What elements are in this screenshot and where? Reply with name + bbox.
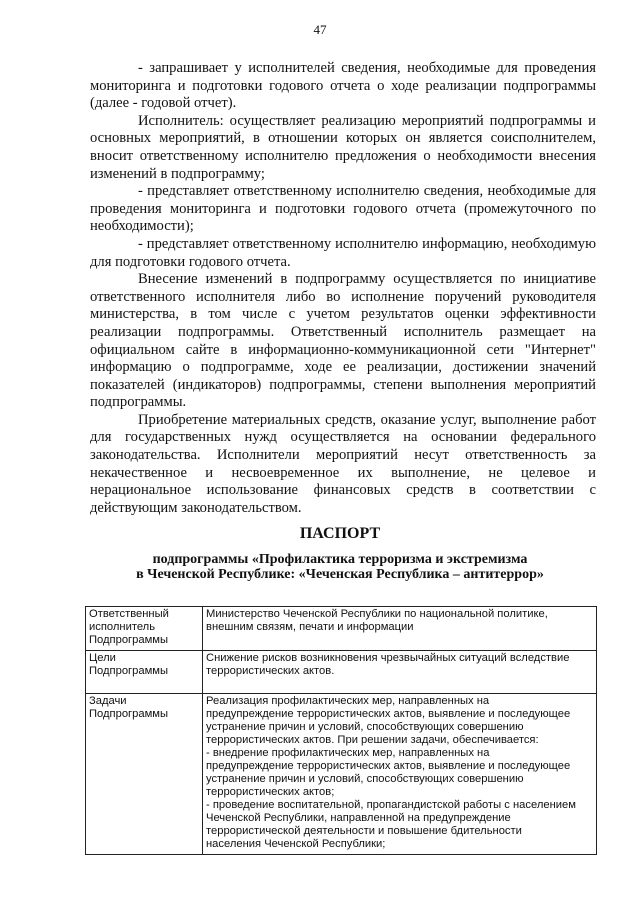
paragraph: Приобретение материальных средств, оказание услуг, выполнение работ для государственных нужд осуществляется на основании федерального законодательства. Исполнители мероприятий несут ответственность за некачественное и несвоевременное их выполнение, не целевое и нерациональное использование финансовых средств в соответствии с действующим законодательством.: [90, 411, 596, 516]
value-line: - проведение воспитательной, пропагандистской работы с населением: [206, 799, 576, 811]
value-line: внешним связям, печати и информации: [206, 621, 414, 633]
value-line: Министерство Чеченской Республики по национальной политике,: [206, 608, 548, 620]
value-line: Реализация профилактических мер, направленных на: [206, 695, 490, 707]
value-line: террористических актов. При решении задачи, обеспечивается:: [206, 734, 539, 746]
page-number: 47: [313, 22, 327, 37]
label-line: Ответственный: [89, 608, 169, 620]
paragraph: - запрашивает у исполнителей сведения, необходимые для проведения мониторинга и подготовки годового отчета о ходе реализации подпрограммы (далее - годовой отчет).: [90, 60, 596, 112]
value-line: населения Чеченской Республики;: [206, 838, 386, 850]
table-row: [86, 607, 597, 651]
label-line: Цели: [89, 652, 116, 664]
table-row: [86, 694, 597, 855]
row-value: [203, 651, 597, 694]
passport-title: ПАСПОРТ: [299, 525, 381, 542]
value-line: террористической деятельности и повышение бдительности: [206, 825, 522, 837]
paragraph: - представляет ответственному исполнителю сведения, необходимые для проведения мониторинга и подготовки годового отчета (промежуточного по необходимости);: [90, 183, 596, 235]
row-value: [203, 607, 597, 651]
row-label: [86, 651, 203, 694]
paragraph: Внесение изменений в подпрограмму осуществляется по инициативе ответственного исполнителя либо во исполнение поручений руководителя министерства, в том числе с учетом результатов оценки эффективности реализации подпрограммы. Ответственный исполнитель размещает на официальном сайте в информационно-коммуникационной сети "Интернет" информацию о подпрограмме, ходе ее реализации, достижении значений показателей (индикаторов) подпрограммы, степени выполнения мероприятий подпрограммы.: [90, 271, 596, 411]
passport-table: [85, 606, 597, 855]
value-line: - внедрение профилактических мер, направленных на: [206, 747, 490, 759]
label-line: исполнитель: [89, 621, 156, 633]
label-line: Подпрограммы: [89, 708, 168, 720]
passport-heading: [60, 524, 620, 582]
label-line: Подпрограммы: [89, 634, 168, 646]
paragraph: - представляет ответственному исполнителю информацию, необходимую для подготовки годового отчета.: [90, 235, 596, 270]
value-line: Снижение рисков возникновения чрезвычайных ситуаций вследствие: [206, 652, 570, 664]
label-line: Задачи: [89, 695, 127, 707]
passport-subtitle-line1: подпрограммы «Профилактика терроризма и экстремизма: [152, 552, 528, 567]
table-row: [86, 651, 597, 694]
value-line: предупреждение террористических актов, выявление и последующее: [206, 760, 571, 772]
value-line: предупреждение террористических актов, выявление и последующее: [206, 708, 571, 720]
value-line: устранение причин и условий, способствующих совершению: [206, 773, 524, 785]
value-line: Чеченской Республики, направленной на предупреждение: [206, 812, 511, 824]
paragraph: Исполнитель: осуществляет реализацию мероприятий подпрограммы и основных мероприятий, в отношении которых он является соисполнителем, вносит ответственному исполнителю предложения о необходимости внесения изменений в подпрограмму;: [90, 112, 596, 182]
row-label: [86, 694, 203, 855]
value-line: террористических актов;: [206, 786, 335, 798]
body-text: [90, 60, 596, 517]
label-line: Подпрограммы: [89, 665, 168, 677]
value-line: устранение причин и условий, способствующих совершению: [206, 721, 524, 733]
row-value: [203, 694, 597, 855]
value-line: террористических актов.: [206, 665, 335, 677]
passport-subtitle-line2: в Чеченской Республике: «Чеченская Республика – антитеррор»: [136, 567, 544, 582]
row-label: [86, 607, 203, 651]
